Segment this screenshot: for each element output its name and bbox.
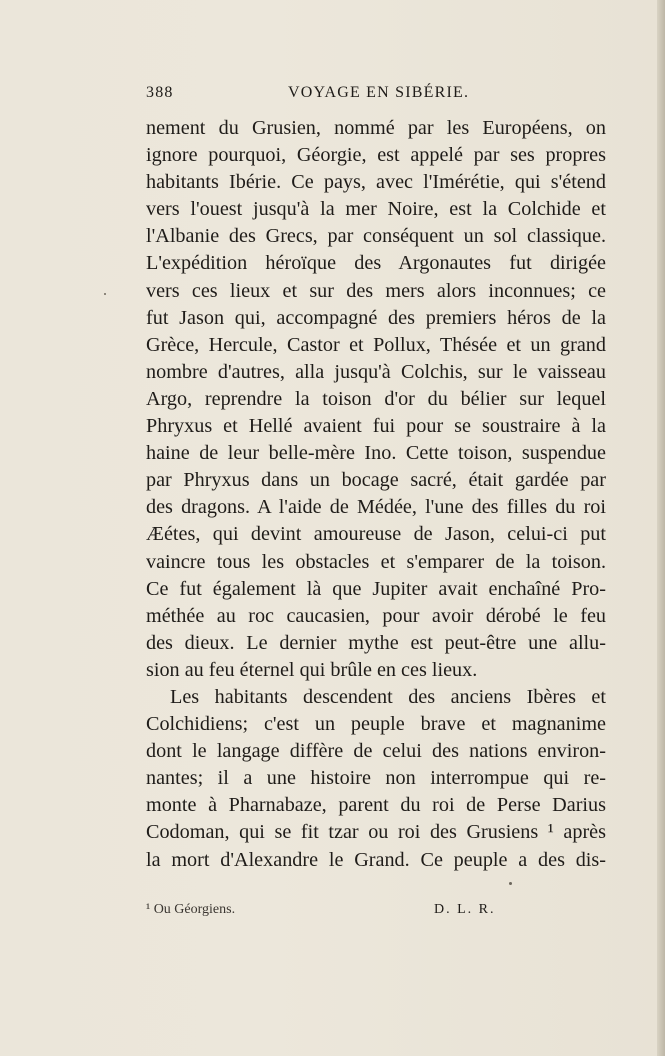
text-line: des dieux. Le dernier mythe est peut-être une allu- xyxy=(146,631,606,654)
text-line: des dragons. A l'aide de Médée, l'une des filles du roi xyxy=(146,496,606,519)
text-line: Les habitants descendent des anciens Ibères et xyxy=(170,685,606,708)
text-line: la mort d'Alexandre le Grand. Ce peuple a des dis- xyxy=(146,848,606,871)
text-line: Ce fut également là que Jupiter avait enchaîné Pro- xyxy=(146,577,606,600)
text-line: Codoman, qui se fit tzar ou roi des Grusiens ¹ après xyxy=(146,821,606,844)
text-line: Colchidiens; c'est un peuple brave et magnanime xyxy=(146,713,606,736)
text-line: Argo, reprendre la toison d'or du bélier sur lequel xyxy=(146,387,606,410)
page-edge xyxy=(657,0,665,1056)
body-text xyxy=(146,115,606,874)
text-line: vers l'ouest jusqu'à la mer Noire, est la Colchide et xyxy=(146,198,606,221)
text-line: nantes; il a une histoire non interrompue qui re- xyxy=(146,767,606,790)
text-line: sion au feu éternel qui brûle en ces lieux. xyxy=(146,658,478,681)
running-title: VOYAGE EN SIBÉRIE. xyxy=(288,84,470,101)
print-speck xyxy=(509,882,512,885)
text-line: l'Albanie des Grecs, par conséquent un sol classique. xyxy=(146,225,606,248)
text-line: habitants Ibérie. Ce pays, avec l'Imérétie, qui s'étend xyxy=(146,171,606,194)
text-line: dont le langage diffère de celui des nations environ- xyxy=(146,740,606,763)
text-line: fut Jason qui, accompagné des premiers héros de la xyxy=(146,306,606,329)
text-line: monte à Pharnabaze, parent du roi de Perse Darius xyxy=(146,794,606,817)
page-header xyxy=(146,84,606,106)
text-line: vaincre tous les obstacles et s'emparer de la toison. xyxy=(146,550,606,573)
footnote: ¹ Ou Géorgiens. xyxy=(146,902,236,917)
text-line: haine de leur belle-mère Ino. Cette toison, suspendue xyxy=(146,442,606,465)
text-line: Æétes, qui devint amoureuse de Jason, celui-ci put xyxy=(146,523,606,546)
text-line: Phryxus et Hellé avaient fui pour se soustraire à la xyxy=(146,415,606,438)
text-line: nombre d'autres, alla jusqu'à Colchis, sur le vaisseau xyxy=(146,360,606,383)
text-line: ignore pourquoi, Géorgie, est appelé par ses propres xyxy=(146,144,606,167)
text-line: Grèce, Hercule, Castor et Pollux, Thésée et un grand xyxy=(146,333,606,356)
text-line: L'expédition héroïque des Argonautes fut dirigée xyxy=(146,252,606,275)
page-number: 388 xyxy=(146,84,174,101)
signature: D. L. R. xyxy=(434,902,496,917)
text-line: méthée au roc caucasien, pour avoir dérobé le feu xyxy=(146,604,606,627)
text-line: vers ces lieux et sur des mers alors inconnues; ce xyxy=(146,279,606,302)
text-line: nement du Grusien, nommé par les Européens, on xyxy=(146,117,606,139)
text-line: par Phryxus dans un bocage sacré, était gardée par xyxy=(146,469,606,492)
print-speck xyxy=(104,293,106,295)
